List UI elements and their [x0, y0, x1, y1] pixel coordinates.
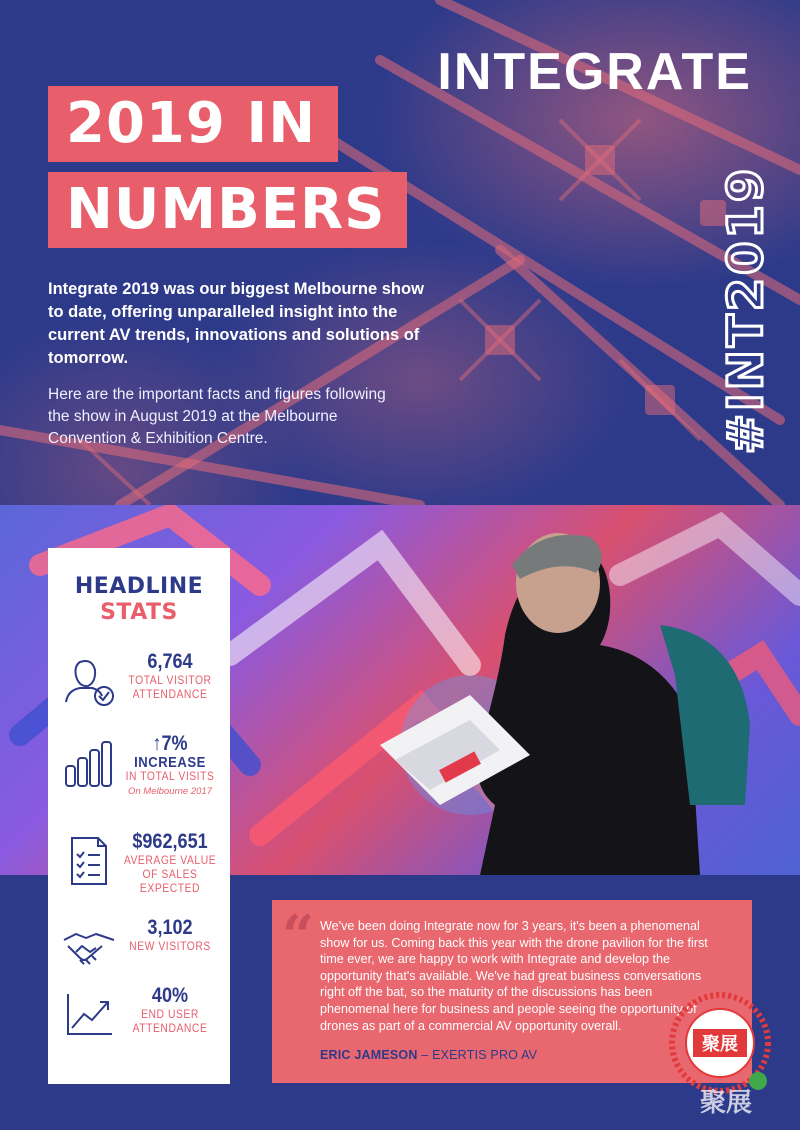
stat-emphasis: INCREASE — [134, 755, 206, 771]
stat-label-line2: ATTENDANCE — [132, 689, 208, 701]
stat-value: $962,651 — [132, 830, 208, 853]
stats-heading-line1: HEADLINE — [74, 574, 204, 599]
stat-value: 40% — [151, 984, 189, 1007]
stat-label-line1: AVERAGE VALUE — [123, 855, 217, 867]
hashtag-vertical — [716, 140, 776, 480]
stat-item — [48, 916, 230, 986]
headline-stats-card — [48, 548, 230, 1084]
watermark-text: 聚展 — [700, 1088, 753, 1118]
stat-label-line1: NEW VISITORS — [129, 941, 211, 953]
quote-text: We've been doing Integrate now for 3 years, it's been a phenomenal show for us. Coming back this year with the drone pavilion for the first time ever, we are happy to work with Integrate and develop the opportunity that's available. We've had great business conversations right off the bat, so the maturity of the discussions has been phenomenal here for business and people seeing the opportunity of drones as part of a commercial AV opportunity overall. — [320, 919, 708, 1033]
title-line-1: 2019 IN — [48, 86, 338, 162]
intro-lead: Integrate 2019 was our biggest Melbourne show to date, offering unparalleled insight into the current AV trends, innovations and solutions of tomorrow. — [48, 280, 424, 367]
stat-item — [48, 732, 230, 802]
page-title — [48, 86, 407, 248]
stat-value: ↑7% — [152, 732, 188, 755]
stat-label-line2: OF SALES EXPECTED — [139, 869, 201, 895]
stat-text — [114, 732, 226, 797]
stat-item — [48, 830, 230, 900]
stat-text — [114, 830, 226, 896]
stat-label-line2: ATTENDANCE — [132, 1023, 208, 1035]
title-line-2: NUMBERS — [48, 172, 407, 248]
stat-item — [48, 984, 230, 1054]
quote-mark-icon: “ — [282, 903, 315, 969]
quote-author: ERIC JAMESON — [320, 1048, 418, 1063]
stat-text — [114, 916, 226, 954]
stat-label-line1: TOTAL VISITOR — [128, 675, 212, 687]
stat-text — [114, 650, 226, 702]
stats-heading — [48, 574, 230, 626]
intro-body: Here are the important facts and figures following the show in August 2019 at the Melbourne Convention & Exhibition Centre. — [48, 386, 386, 447]
hashtag-text: #INT2019 — [718, 165, 774, 455]
brand-logo: INTEGRATE — [437, 43, 752, 101]
trend-up-icon — [62, 988, 116, 1042]
quote-company: – EXERTIS PRO AV — [421, 1048, 538, 1063]
visitor-check-icon — [62, 654, 116, 708]
stat-note: On Melbourne 2017 — [128, 786, 212, 797]
checklist-icon — [62, 834, 116, 888]
stat-item — [48, 650, 230, 720]
seal-text: 聚展 — [702, 1034, 738, 1055]
stats-heading-line2: STATS — [100, 600, 178, 625]
stat-value: 6,764 — [147, 650, 193, 673]
bar-chart-icon — [62, 736, 116, 790]
stat-label-line1: END USER — [141, 1009, 199, 1021]
stat-value: 3,102 — [147, 916, 193, 939]
stat-text — [114, 984, 226, 1036]
stat-label-line1: IN TOTAL VISITS — [125, 771, 215, 783]
handshake-icon — [62, 920, 116, 974]
